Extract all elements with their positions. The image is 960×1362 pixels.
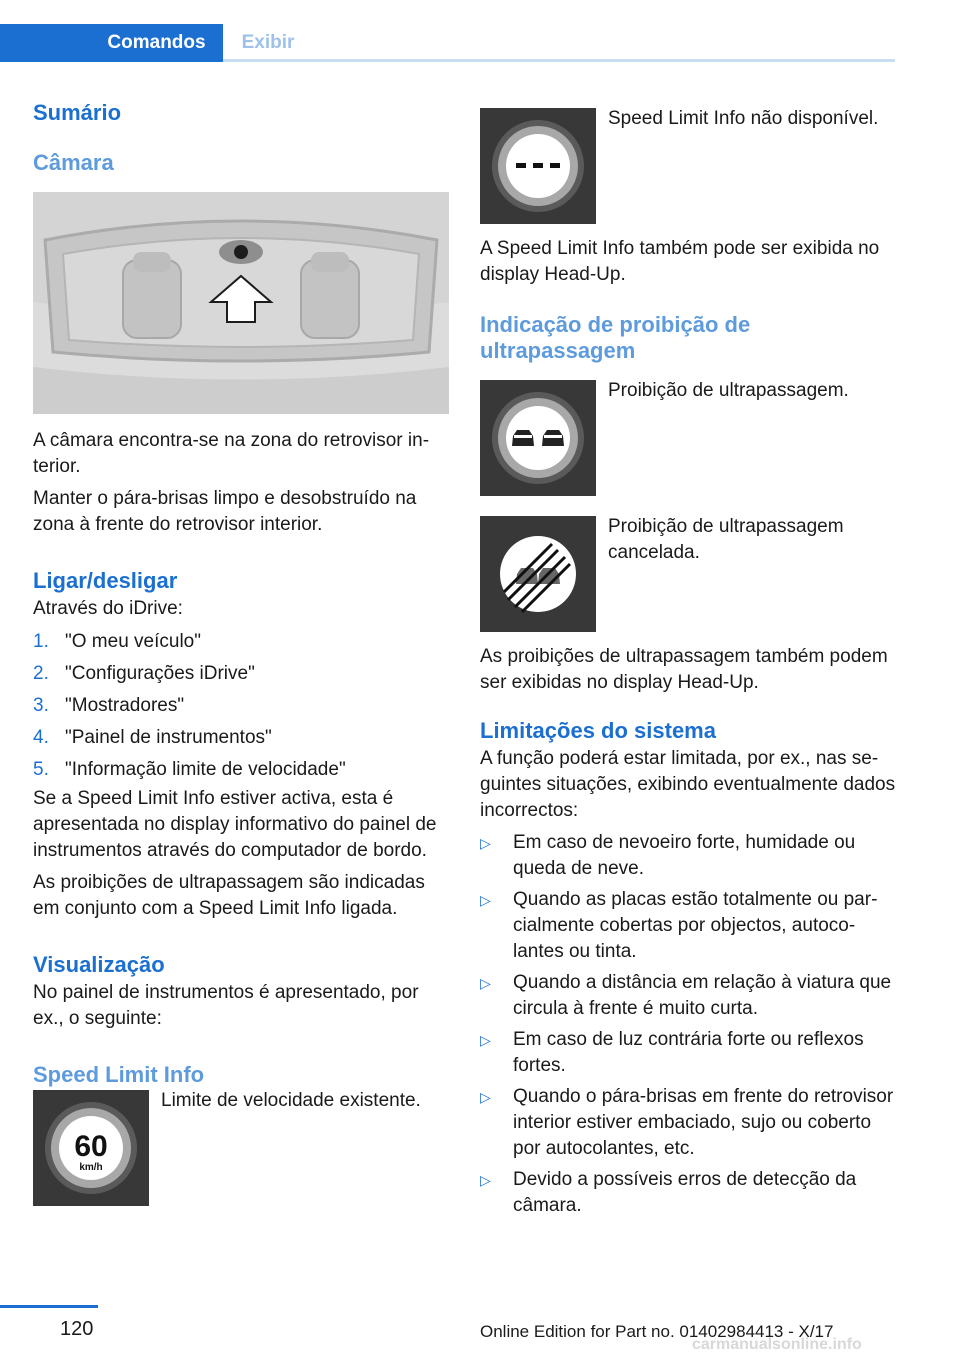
sign-na-text: Speed Limit Info não disponível. — [608, 108, 879, 129]
camera-paragraph-1: A câmara encontra-se na zona do retrovisor interior. — [33, 430, 430, 477]
page-number: 120 — [60, 1318, 94, 1340]
svg-text:60: 60 — [74, 1130, 108, 1163]
list-item: 2. "Configurações iDrive" — [33, 663, 255, 684]
heading-no-overtaking: Indicação de proibição de ultrapassagem — [480, 312, 751, 363]
list-item: ▷ Em caso de luz contrária forte ou reflexos fortes. — [480, 1027, 896, 1079]
footer-rule — [0, 1305, 98, 1308]
list-item: ▷ Quando o pára-brisas em frente do retrovisor interior estiver embaciado, sujo ou coberto por autocolantes, etc. — [480, 1084, 896, 1162]
triangle-bullet-icon: ▷ — [480, 835, 491, 851]
sign-no-overtake-row — [480, 380, 896, 496]
hud-paragraph-2: As proibições de ultrapassagem também podem ser exibidas no display Head-Up. — [480, 646, 888, 693]
camera-paragraph-2: Manter o pára-brisas limpo e desobstruído na zona à frente do retrovisor interior. — [33, 488, 417, 535]
left-column — [33, 100, 449, 1206]
triangle-bullet-icon: ▷ — [480, 1172, 491, 1188]
heading-summary: Sumário — [33, 100, 122, 125]
tab-underline — [223, 59, 895, 62]
tab-exibir[interactable]: Exibir — [241, 32, 295, 53]
triangle-bullet-icon: ▷ — [480, 975, 491, 991]
limits-paragraph: A função poderá estar limitada, por ex., nas seguintes situações, exibindo eventualmente dados incorrectos: — [480, 748, 896, 821]
list-item: 3. "Mostradores" — [33, 695, 185, 716]
sign-cancel-text: Proibição de ultrapassagem cancelada. — [608, 516, 844, 563]
camera-location-image — [33, 192, 449, 414]
overtake-paragraph: As proibições de ultrapassagem são indicadas em conjunto com a Speed Limit Info ligada. — [33, 872, 425, 919]
sign-no-overtake-text: Proibição de ultrapassagem. — [608, 380, 849, 401]
hud-paragraph-1: A Speed Limit Info também pode ser exibida no display Head-Up. — [480, 238, 880, 285]
no-overtaking-icon — [480, 380, 596, 496]
sign-na-row — [480, 108, 896, 224]
list-item: 1. "O meu veículo" — [33, 631, 201, 652]
sign-cancel-row — [480, 516, 896, 632]
no-overtaking-cancelled-icon — [480, 516, 596, 632]
edition-line: Online Edition for Part no. 01402984413 - X/17 — [480, 1322, 834, 1341]
svg-text:km/h: km/h — [79, 1162, 103, 1173]
limits-list — [480, 830, 896, 1219]
heading-speed-limit-info: Speed Limit Info — [33, 1062, 205, 1087]
header-tabs — [0, 24, 895, 62]
heading-display: Visualização — [33, 952, 165, 977]
list-item: 4. "Painel de instrumentos" — [33, 727, 272, 748]
sign-60-text: Limite de velocidade existente. — [161, 1090, 421, 1111]
triangle-bullet-icon: ▷ — [480, 1089, 491, 1105]
heading-system-limits: Limitações do sistema — [480, 718, 716, 743]
idrive-steps-list — [33, 626, 449, 786]
tab-comandos[interactable]: Comandos — [0, 24, 223, 62]
speed-limit-60-icon — [33, 1090, 149, 1206]
heading-on-off: Ligar/desligar — [33, 568, 178, 593]
triangle-bullet-icon: ▷ — [480, 1032, 491, 1048]
active-paragraph: Se a Speed Limit Info estiver activa, esta é apresentada no display informativo do painel de instrumentos através do computador de bordo. — [33, 788, 437, 861]
list-item: ▷ Quando a distância em relação à viatura que circula à frente é muito curta. — [480, 970, 896, 1022]
via-idrive-label: Através do iDrive: — [33, 598, 183, 619]
watermark: carmanualsonline.info — [692, 1336, 862, 1353]
list-item: ▷ Em caso de nevoeiro forte, humidade ou queda de neve. — [480, 830, 896, 882]
heading-camera: Câmara — [33, 150, 114, 175]
speed-limit-unavailable-icon — [480, 108, 596, 224]
list-item: 5. "Informação limite de velocidade" — [33, 759, 346, 780]
list-item: ▷ Quando as placas estão totalmente ou parcialmente cobertas por objectos, autocolantes ou tinta. — [480, 887, 896, 965]
display-paragraph: No painel de instrumentos é apresentado, por ex., o seguinte: — [33, 982, 419, 1029]
triangle-bullet-icon: ▷ — [480, 892, 491, 908]
list-item: ▷ Devido a possíveis erros de detecção da câmara. — [480, 1167, 896, 1219]
right-column — [480, 108, 896, 1224]
sign-60-row — [33, 1090, 449, 1206]
